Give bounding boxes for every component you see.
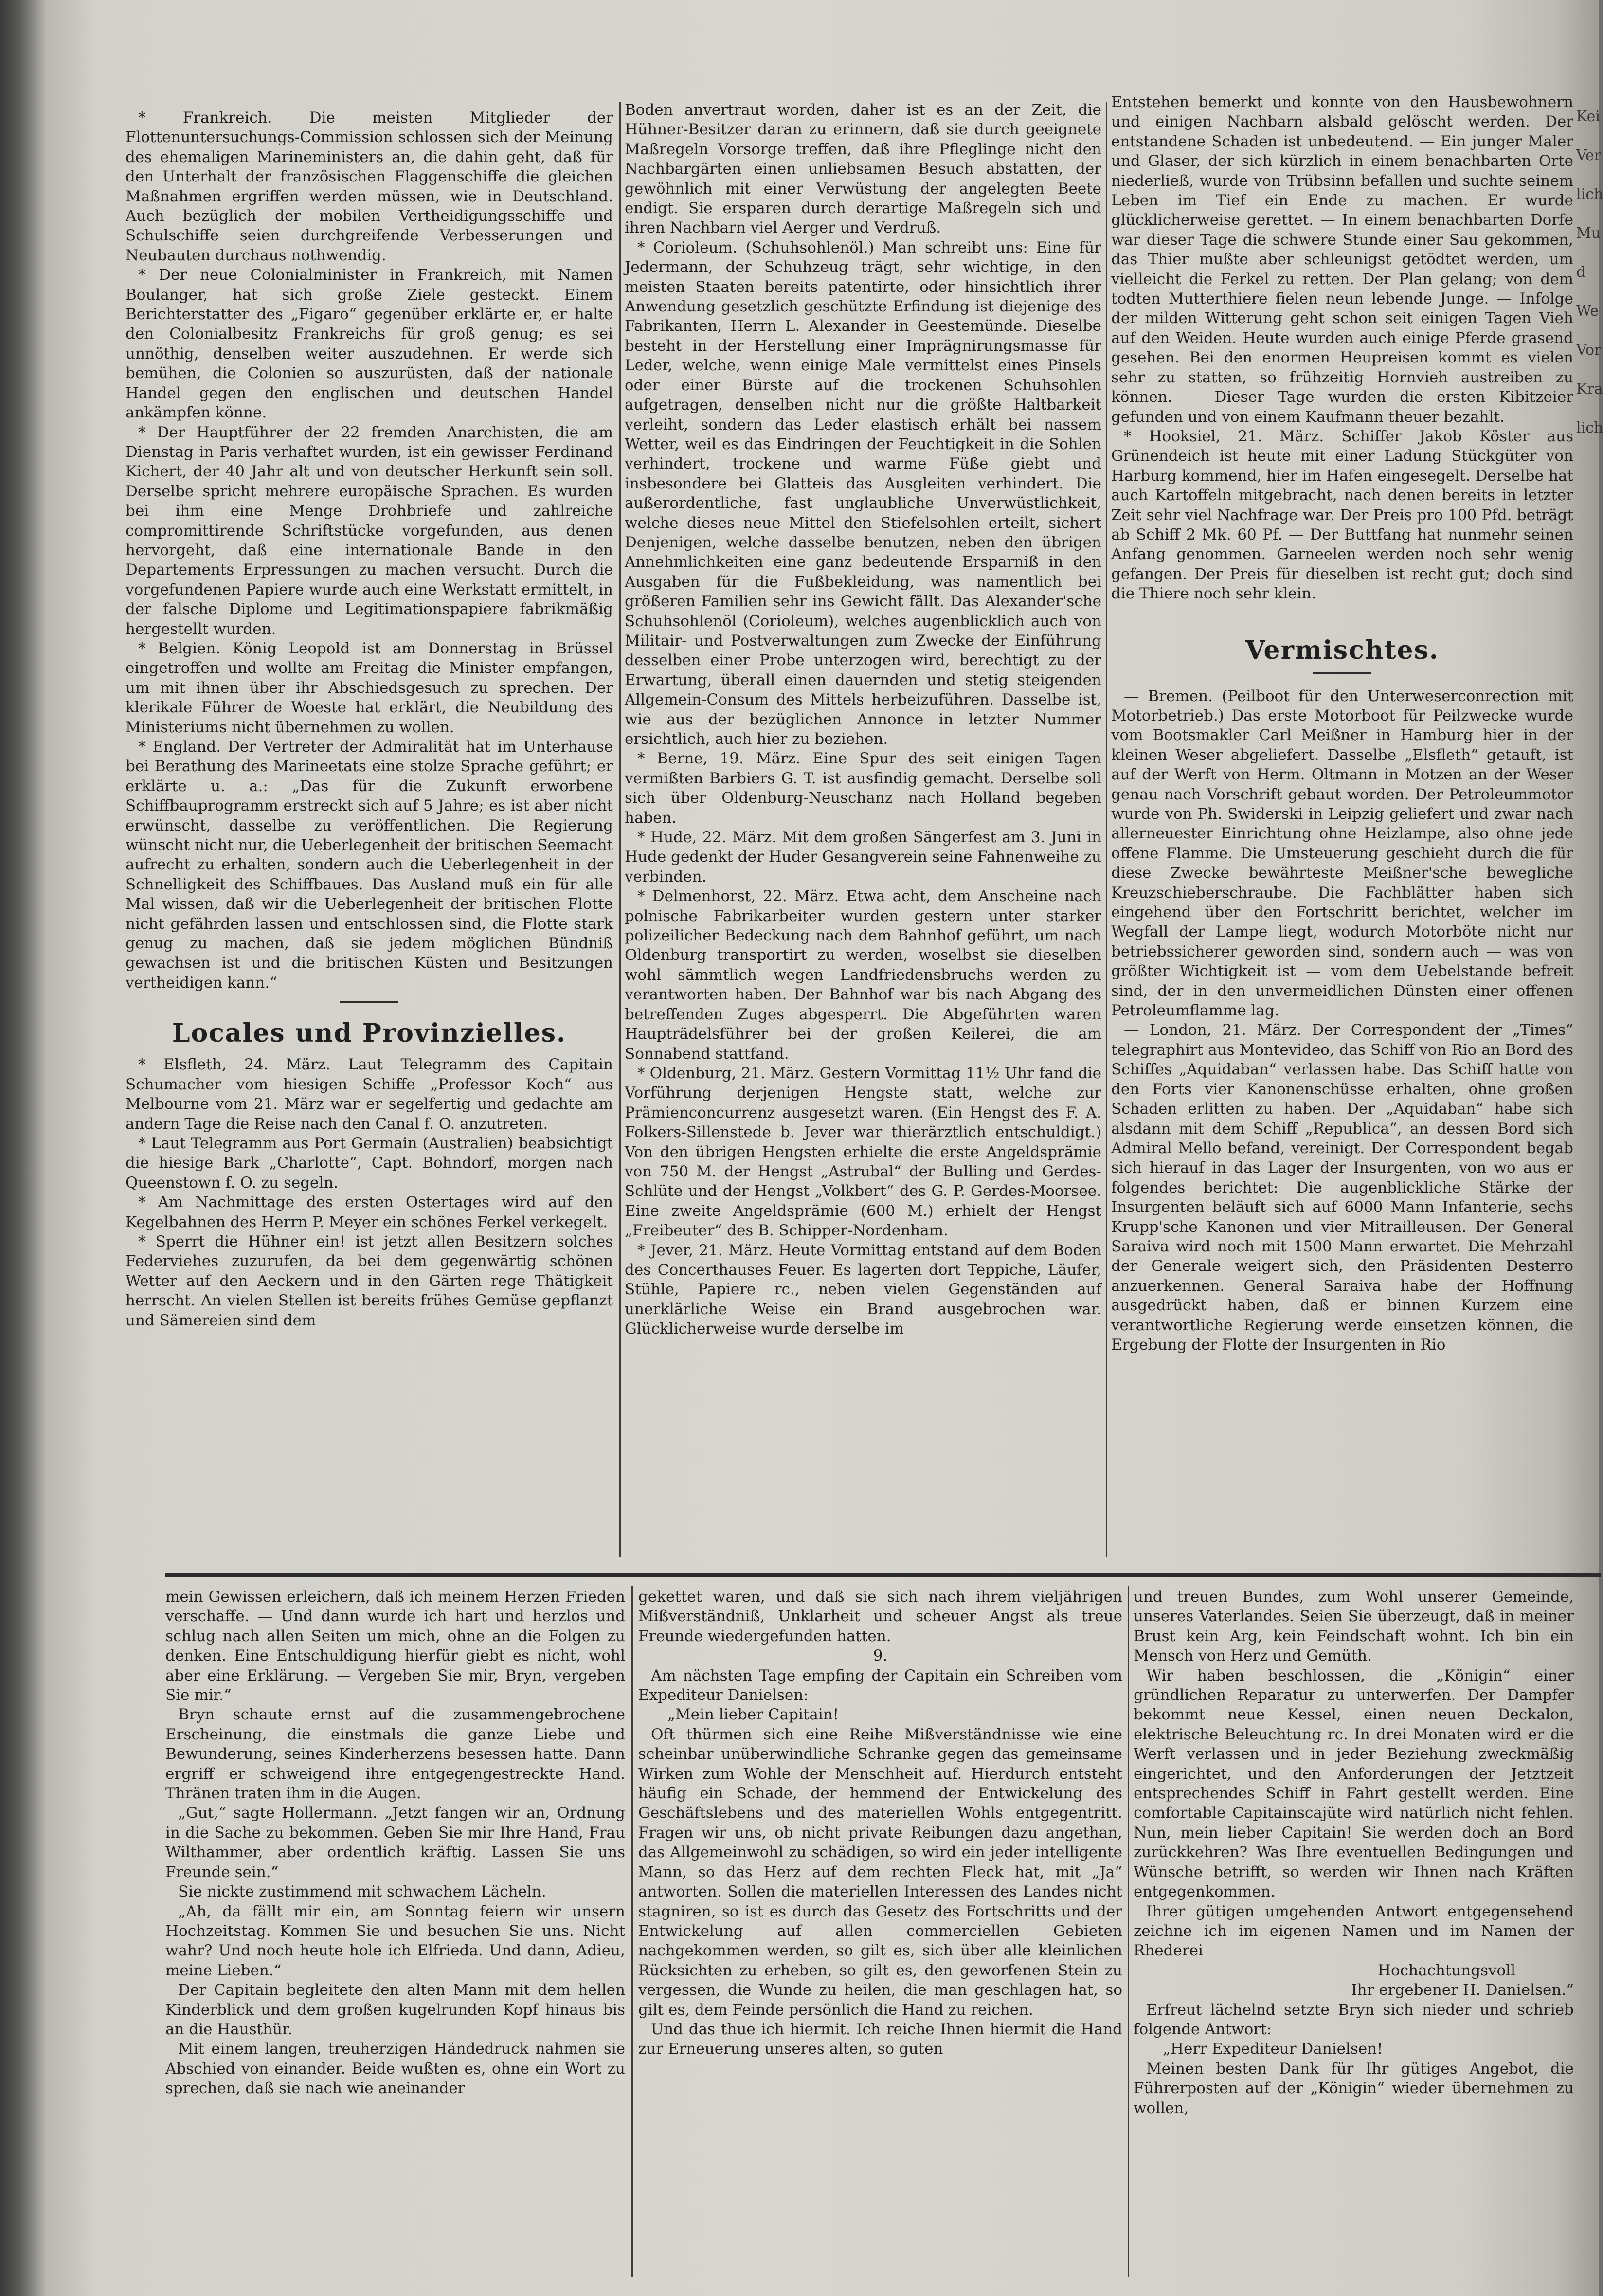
article-england: * England. Der Vertreter der Admiralität hat im Unterhause bei Berathung des Marineetats eine stolze Sprache geführt; er erklärte u. a.: „Das für die Zukunft erworbene Schiffbauprogramm erstreckt sich auf 5 Jahre; es ist aber nicht erwünscht, dasselbe zu veröffentlichen. Die Regierung wünscht nicht nur, die Ueberlegenheit der britischen Seemacht aufrecht zu erhalten, sondern auch die Ueberlegenheit in der Schnelligkeit des Schiffbaues. Das Ausland muß ein für alle Mal wissen, daß wir die Ueberlegenheit der britischen Flotte nicht gefährden lassen und entschlossen sind, die Flotte stark genug zu machen, daß sie jedem möglichen Bündniß gewachsen ist und die britischen Küsten und Besitzungen vertheidigen kann.“ xyxy=(126,738,613,992)
article-huehner-cont: Boden anvertraut worden, daher ist es an der Zeit, die Hühner-Besitzer daran zu erinnern, daß sie durch geeignete Maßregeln Vorsorge treffen, daß ihre Pfleglinge nicht den Nachbargärten einen unliebsamen Besuch abstatten, der gewöhnlich mit einer Verwüstung der angelegten Beete endigt. Sie ersparen durch derartige Maßregeln sich und ihren Nachbarn viel Aerger und Verdruß. xyxy=(625,101,1101,237)
article-bremen: — Bremen. (Peilboot für den Unterweserconrection mit Motorbetrieb.) Das erste Motorboot für Peilzwecke wurde vom Bootsmakler Carl Meißner in Hamburg hier in der kleinen Weser abgeliefert. Dasselbe „Elsfleth“ getauft, ist auf der Werft von Herm. Oltmann in Motzen an der Weser genau nach Vorschrift gebaut worden. Der Petroleummotor wurde von Ph. Swiderski in Leipzig geliefert und zwar nach allerneuester Einrichtung ohne Heizlampe, also ohne jede offene Flamme. Die Umsteuerung geschieht durch die für diese Zwecke bewährteste Meißner'sche bewegliche Kreuzschieberschraube. Die Fachblätter haben sich eingehend über den Fortschritt berichtet, welcher im Wegfall der Lampe liegt, wodurch Motorböte nicht nur betriebssicherer geworden sind, sondern auch — was von größter Wichtigkeit ist — vom dem Uebelstande befreit sind, der in den unvermeidlichen Dünsten einer offenen Petroleumflamme lag. xyxy=(1111,687,1573,1020)
feuilleton-para: und treuen Bundes, zum Wohl unserer Gemeinde, unseres Vaterlandes. Seien Sie überzeugt, daß in meiner Brust kein Arg, kein Feindschaft wohnt. Ich bin ein Mensch von Herz und Gemüth. xyxy=(1134,1588,1574,1665)
chapter-number: 9. xyxy=(873,1647,888,1665)
article-colonialminister: * Der neue Colonialminister in Frankreich, mit Namen Boulanger, hat sich große Ziele gesteckt. Einem Berichterstatter des „Figaro“ gegenüber erklärte er, er halte den Colonialbesitz Frankreichs für groß genug; es sei unnöthig, denselben weiter auszudehnen. Er werde sich bemühen, die Colonien so auszurüsten, daß der nationale Handel gegen den englischen und deutschen Handel ankämpfen könne. xyxy=(126,266,613,422)
feuilleton-column-1 xyxy=(165,1587,625,2278)
article-delmenhorst: * Delmenhorst, 22. März. Etwa acht, dem Anscheine nach polnische Fabrikarbeiter wurden gestern unter starker polizeilicher Bedeckung nach dem Bahnhof geführt, um nach Oldenburg transportirt zu werden, woselbst sie dieselben wohl sämmtlich wegen Landfriedensbruchs werden zu verantworten haben. Der Bahnhof war bis nach Abgang des betreffenden Zuges abgesperrt. Die Abgeführten waren Haupträdelsführer bei der großen Keilerei, die am Sonnabend stattfand. xyxy=(625,887,1101,1063)
feuilleton-para: Oft thürmen sich eine Reihe Mißverständnisse wie eine scheinbar unüberwindliche Schranke gegen das gemeinsame Wirken zum Wohle der Menschheit auf. Hierdurch entsteht häufig ein Schade, der hemmend der Entwickelung des Geschäftslebens und des materiellen Wohls entgegentritt. Fragen wir uns, ob nicht private Reibungen dazu angethan, das Allgemeinwohl zu schädigen, so wird ein jeder intelligente Mann, so das Herz auf dem rechten Fleck hat, mit „Ja“ antworten. Sollen die materiellen Interessen des Landes nicht stagniren, so ist es durch das Gesetz des Fortschritts und der Entwickelung auf allen commerciellen Gebieten nachgekommen werden, so gilt es, sich über alle kleinlichen Rücksichten zu erheben, so gilt es, den geworfenen Stein zu vergessen, die Wunde zu heilen, die man geschlagen hat, so gilt es, dem Feinde persönlich die Hand zu reichen. xyxy=(638,1725,1122,2019)
faded-stamp xyxy=(739,29,885,88)
feuilleton-para: Mit einem langen, treuherzigen Händedruck nahmen sie Abschied von einander. Beide wußten es, ohne ein Wort zu sprechen, daß sie nach wie aneinander xyxy=(165,2040,625,2097)
article-hooksiel: * Hooksiel, 21. März. Schiffer Jakob Köster aus Grünendeich ist heute mit einer Ladung Stückgüter von Harburg kommend, hier im Hafen eingesegelt. Derselbe hat auch Kartoffeln mitgebracht, nach denen bereits in letzter Zeit sehr viel Nachfrage war. Der Preis pro 100 Pfd. beträgt ab Schiff 2 Mk. 60 Pf. — Der Buttfang hat nunmehr seinen Anfang genommen. Garneelen werden noch sehr wenig gefangen. Der Preis für dieselben ist recht gut; doch sind die Thiere noch sehr klein. xyxy=(1111,427,1573,603)
letter-signature: Ihr ergebener H. Danielsen.“ xyxy=(1351,1981,1574,1999)
column-rule-1 xyxy=(619,102,621,1557)
column-rule-2 xyxy=(1106,102,1107,1557)
article-berne: * Berne, 19. März. Eine Spur des seit einigen Tagen vermißten Barbiers G. T. ist ausfindig gemacht. Derselbe soll sich über Oldenburg-Neuschanz nach Holland begeben haben. xyxy=(625,750,1101,827)
short-rule xyxy=(340,1001,398,1003)
column-rule-3 xyxy=(631,1586,633,2277)
column-1 xyxy=(126,108,613,1568)
feuilleton-para: Meinen besten Dank für Ihr gütiges Angebot, die Führerposten auf der „Königin“ wieder übernehmen zu wollen, xyxy=(1134,2060,1574,2117)
article-huehner: * Sperrt die Hühner ein! ist jetzt allen Besitzern solches Federviehes zuzurufen, da bei dem gegenwärtig schönen Wetter auf den Aeckern und in den Gärten rege Thätigkeit herrscht. An vielen Stellen ist bereits frühes Gemüse gepflanzt und Sämereien sind dem xyxy=(126,1232,613,1329)
feuilleton-para: Der Capitain begleitete den alten Mann mit dem hellen Kinderblick und dem großen kugelrunden Kopf hinaus bis an die Hausthür. xyxy=(165,1981,625,2038)
article-port-germain: * Laut Telegramm aus Port Germain (Australien) beabsichtigt die hiesige Bark „Charlotte“, Capt. Bohndorf, morgen nach Queenstown f. O. zu segeln. xyxy=(126,1134,613,1192)
article-oldenburg: * Oldenburg, 21. März. Gestern Vormittag 11½ Uhr fand die Vorführung derjenigen Hengste statt, welche zur Prämienconcurrenz ausgesetzt waren. (Ein Hengst des F. A. Folkers-Sillenstede b. Jever war thierärztlich entschuldigt.) Von den übrigen Hengsten erhielte die erste Angeldsprämie von 750 M. der Hengst „Astrubal“ der Bulling und Gerdes-Schlüte und der Hengst „Volkbert“ des G. P. Gerdes-Moorsee. Eine zweite Angeldsprämie (600 M.) erhielt der Hengst „Freibeuter“ des B. Schipper-Nordenham. xyxy=(625,1064,1101,1240)
column-rule-4 xyxy=(1128,1586,1129,2277)
short-rule-2 xyxy=(1313,672,1371,674)
article-kegelbahn: * Am Nachmittage des ersten Ostertages wird auf den Kegelbahnen des Herrn P. Meyer ein schönes Ferkel verkegelt. xyxy=(126,1193,613,1231)
feuilleton-para: Und das thue ich hiermit. Ich reiche Ihnen hiermit die Hand zur Erneuerung unseres alten, so guten xyxy=(638,2020,1122,2058)
article-london: — London, 21. März. Der Correspondent der „Times“ telegraphirt aus Montevideo, das Schiff von Rio an Bord des Schiffes „Aquidaban“ verlassen habe. Das Schiff hatte von den Forts vier Kanonenschüsse erhalten, ohne großen Schaden erlitten zu haben. Der „Aquidaban“ habe sich alsdann mit dem Schiff „Republica“, an dessen Bord sich Admiral Mello befand, vereinigt. Der Correspondent begab sich hierauf in das Lager der Insurgenten, von wo aus er folgendes berichtet: Die augenblickliche Stärke der Insurgenten beläuft sich auf 6000 Mann Infanterie, sechs Krupp'sche Kanonen und vier Mitrailleusen. Der General Saraiva wird noch mit 1500 Mann erwartet. Die Mehrzahl der Generale weigert sich, den Präsidenten Desterro anzuerkennen. General Saraiva habe der Hoffnung ausgedrückt haben, daß er binnen Kurzem eine verantwortliche Regierung werde einsetzen können, die Ergebung der Flotte der Insurgenten in Rio xyxy=(1111,1021,1573,1354)
article-anarchisten: * Der Hauptführer der 22 fremden Anarchisten, die am Dienstag in Paris verhaftet wurden, ist ein gewisser Ferdinand Kichert, der 40 Jahr alt und von deutscher Herkunft sein soll. Derselbe spricht mehrere europäische Sprachen. Es wurden bei ihm eine Menge Drohbriefe und zahlreiche compromittirende Schriftstücke vorgefunden, aus denen hervorgeht, daß eine internationale Bande in den Departements Erpressungen zu machen versucht. Durch die vorgefundenen Papiere wurde auch eine Werkstatt ermittelt, in der falsche Diplome und Legitimationspapiere fabrikmäßig hergestellt wurden. xyxy=(126,423,613,638)
feuilleton-para: mein Gewissen erleichern, daß ich meinem Herzen Frieden verschaffe. — Und dann wurde ich hart und herzlos und schlug nach allen Seiten um mich, ohne an die Folgen zu denken. Eine Entschuldigung hierfür giebt es nicht, wohl aber eine Erklärung. — Vergeben Sie mir, Bryn, vergeben Sie mir.“ xyxy=(165,1588,625,1704)
letter-salutation: „Mein lieber Capitain! xyxy=(667,1706,839,1724)
article-jever-cont: Entstehen bemerkt und konnte von den Hausbewohnern und einigen Nachbarn alsbald gelöscht werden. Der entstandene Schaden ist unbedeutend. — Ein junger Maler und Glaser, der sich kürzlich in einem benachbarten Orte niederließ, wurde von Trübsinn befallen und suchte seinem Leben im Tief ein Ende zu machen. Er wurde glücklicherweise gerettet. — In einem benachbarten Dorfe war dieser Tage die schwere Stunde einer Sau gekommen, das Thier mußte aber schleunigst getödtet werden, um vielleicht die Ferkel zu retten. Der Plan gelang; von dem todten Mutterthiere fielen neun lebende Junge. — Infolge der milden Witterung geht schon seit einigen Tagen Vieh auf den Weiden. Heute wurden auch einige Pferde grasend gesehen. Bei den enormen Heupreisen kommt es vielen sehr zu statten, so frühzeitig Hornvieh austreiben zu können. — Dieser Tage wurden die ersten Kibitzeier gefunden und von einem Kaufmann theuer bezahlt. xyxy=(1111,93,1573,426)
feuilleton-para: Am nächsten Tage empfing der Capitain ein Schreiben vom Expediteur Danielsen: xyxy=(638,1666,1122,1704)
feuilleton-para: Sie nickte zustimmend mit schwachem Lächeln. xyxy=(178,1883,546,1901)
letter-closing: Hochachtungsvoll xyxy=(1378,1961,1515,1979)
feuilleton-para: Wir haben beschlossen, die „Königin“ einer gründlichen Reparatur zu unterwerfen. Der Dampfer bekommt neue Kessel, einen neuen Deckalon, elektrische Beleuchtung rc. In drei Monaten wird er die Werft verlassen und in jeder Beziehung zweckmäßig eingerichtet, und den Anforderungen der Jetztzeit entsprechendes Schiff in Fahrt gestellt werden. Eine comfortable Capitainscajüte wird natürlich nicht fehlen. Nun, mein lieber Capitain! Sie werden doch an Bord zurückkehren? Was Ihre eventuellen Bedingungen und Wünsche betrifft, so werden wir Ihnen nach Kräften entgegenkommen. xyxy=(1134,1666,1574,1901)
feuilleton-para: gekettet waren, und daß sie sich nach ihrem vieljährigen Mißverständniß, Unklarheit und scheuer Angst als treue Freunde wiedergefunden hatten. xyxy=(638,1588,1122,1645)
article-belgien: * Belgien. König Leopold ist am Donnerstag in Brüssel eingetroffen und wollte am Freitag die Minister empfangen, um mit ihnen über ihr Abschiedsgesuch zu sprechen. Der klerikale Führer de Woeste hat erklärt, die Neubildung des Ministeriums nicht übernehmen zu wollen. xyxy=(126,639,613,736)
article-frankreich: * Frankreich. Die meisten Mitglieder der Flottenuntersuchungs-Commission schlossen sich der Meinung des ehemaligen Marineministers an, die dahin geht, daß für den Unterhalt der französischen Flaggenschiffe die gleichen Maßnahmen ergriffen werden müssen, wie in Deutschland. Auch bezüglich der mobilen Vertheidigungsschiffe und Schulschiffe seien durchgreifende Verbesserungen und Neubauten durchaus nothwendig. xyxy=(126,109,613,264)
feuilleton-para: „Ah, da fällt mir ein, am Sonntag feiern wir unsern Hochzeitstag. Kommen Sie und besuchen Sie uns. Nicht wahr? Und noch heute hole ich Elfrieda. Und dann, Adieu, meine Lieben.“ xyxy=(165,1902,625,1979)
edge-fragments: Kei Ver lich Mu d We Vor Kra lich xyxy=(1576,108,1603,436)
article-jever: * Jever, 21. März. Heute Vormittag entstand auf dem Boden des Concerthauses Feuer. Es lagerten dort Teppiche, Läufer, Stühle, Papiere rc., neben vielen Gegenständen auf unerklärliche Weise ein Brand ausgebrochen war. Glücklicherweise wurde derselbe im xyxy=(625,1241,1101,1338)
feuilleton-column-2 xyxy=(638,1587,1122,2278)
feuilleton-para: Ihrer gütigen umgehenden Antwort entgegensehend zeichne ich im eigenen Namen und im Namen der Rhederei xyxy=(1134,1902,1574,1960)
section-heading-locales: Locales und Provinzielles. xyxy=(172,1018,567,1049)
feuilleton-separator xyxy=(165,1573,1601,1577)
section-heading-vermischtes: Vermischtes. xyxy=(1245,635,1440,665)
letter-salutation: „Herr Expediteur Danielsen! xyxy=(1163,2040,1383,2058)
column-2 xyxy=(625,100,1101,1565)
feuilleton-para: Erfreut lächelnd setzte Bryn sich nieder und schrieb folgende Antwort: xyxy=(1134,2001,1574,2038)
article-corioleum: * Corioleum. (Schuhsohlenöl.) Man schreibt uns: Eine für Jedermann, der Schuhzeug trägt, sehr wichtige, in den meisten Staaten bereits patentirte, oder hinsichtlich ihrer Anwendung gesetzlich geschützte Erfindung ist diejenige des Fabrikanten, Herrn L. Alexander in Geestemünde. Dieselbe besteht in der Herstellung einer Imprägnirungsmasse für Leder, welche, wenn einige Male vermittelst eines Pinsels oder einer Bürste auf die trockenen Schuhsohlen aufgetragen, denselben nicht nur die größte Haltbarkeit verleiht, sondern das Leder elastisch erhält bei nassem Wetter, weil es das Eindringen der Feuchtigkeit in die Sohlen verhindert, trockene und warme Füße giebt und insbesondere bei Glatteis das Ausgleiten verhindert. Die außerordentliche, fast unglaubliche Unverwüstlichkeit, welche dieses neue Mittel den Stiefelsohlen erteilt, sichert Denjenigen, welche dasselbe benutzen, neben den übrigen Annehmlichkeiten eine ganz bedeutende Ersparniß in den Ausgaben für die Fußbekleidung, was namentlich bei größeren Familien sehr ins Gewicht fällt. Das Alexander'sche Schuhsohlenöl (Corioleum), welches augenblicklich auch von Militair- und Postverwaltungen zum Zwecke der Einführung desselben einer Probe unterzogen wird, berechtigt zu der Erwartung, überall einen dauernden und stetig steigenden Allgemein-Consum des Mittels herbeizuführen. Dasselbe ist, wie aus der bezüglichen Annonce in letzter Nummer ersichtlich, auch hier zu beziehen. xyxy=(625,238,1101,748)
article-elsfleth: * Elsfleth, 24. März. Laut Telegramm des Capitain Schumacher vom hiesigen Schiffe „Professor Koch“ aus Melbourne vom 21. März war er segelfertig und gedachte am andern Tage die Reise nach den Canal f. O. anzutreten. xyxy=(126,1056,613,1133)
article-hude: * Hude, 22. März. Mit dem großen Sängerfest am 3. Juni in Hude gedenkt der Huder Gesangverein seine Fahnenweihe zu verbinden. xyxy=(625,829,1101,886)
column-3 xyxy=(1111,92,1573,1567)
feuilleton-para: „Gut,“ sagte Hollermann. „Jetzt fangen wir an, Ordnung in die Sache zu bekommen. Geben Sie mir Ihre Hand, Frau Wilthammer, aber ordentlich kräftig. Lassen Sie uns Freunde sein.“ xyxy=(165,1804,625,1881)
feuilleton-para: Bryn schaute ernst auf die zusammengebrochene Erscheinung, die einstmals die ganze Liebe und Bewunderung, seines Kinderherzens besessen hatte. Dann ergriff er schweigend ihre entgegengestreckte Hand. Thränen traten ihm in die Augen. xyxy=(165,1706,625,1803)
next-page-edge xyxy=(1576,97,1603,2238)
feuilleton-column-3 xyxy=(1134,1587,1574,2278)
